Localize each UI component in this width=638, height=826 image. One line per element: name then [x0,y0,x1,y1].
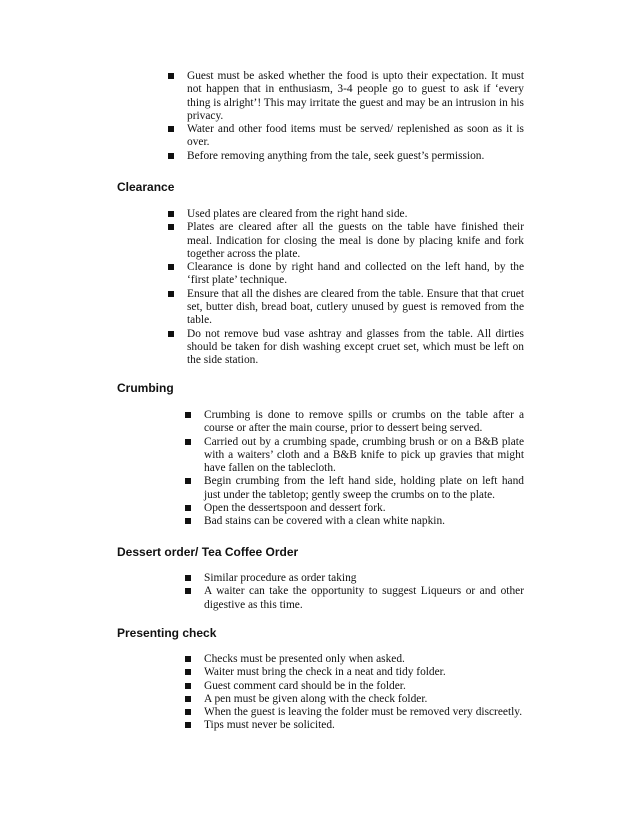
square-bullet-icon [185,588,191,594]
list-item: Ensure that all the dishes are cleared from the table. Ensure that that cruet set, butter dish, bread boat, cutlery unused by guest is removed from the table. [168,288,524,328]
section-heading-presenting-check: Presenting check [117,626,217,640]
presenting-check-bullet-list [185,653,524,733]
square-bullet-icon [185,669,191,675]
list-item: Checks must be presented only when asked. [185,653,524,666]
list-item: Similar procedure as order taking [185,572,524,585]
list-item: A pen must be given along with the check folder. [185,693,524,706]
square-bullet-icon [185,696,191,702]
list-item: Guest comment card should be in the folder. [185,680,524,693]
square-bullet-icon [185,709,191,715]
list-item: Begin crumbing from the left hand side, holding plate on left hand just under the tabletop; gently sweep the crumbs on to the plate. [185,475,524,502]
square-bullet-icon [168,264,174,270]
list-item: Open the dessertspoon and dessert fork. [185,502,524,515]
list-item: Used plates are cleared from the right hand side. [168,208,524,221]
square-bullet-icon [185,439,191,445]
list-item: When the guest is leaving the folder must be removed very discreetly. [185,706,524,719]
list-item: Before removing anything from the tale, seek guest’s permission. [168,150,524,163]
square-bullet-icon [185,722,191,728]
square-bullet-icon [168,331,174,337]
section-heading-dessert-order: Dessert order/ Tea Coffee Order [117,545,299,559]
square-bullet-icon [168,224,174,230]
clearance-bullet-list [168,208,524,368]
crumbing-bullet-list [185,409,524,529]
square-bullet-icon [185,412,191,418]
dessert-order-bullet-list [185,572,524,612]
list-item: Crumbing is done to remove spills or crumbs on the table after a course or after the main course, prior to dessert being served. [185,409,524,436]
list-item: Water and other food items must be served/ replenished as soon as it is over. [168,123,524,150]
list-item: Waiter must bring the check in a neat and tidy folder. [185,666,524,679]
square-bullet-icon [168,211,174,217]
square-bullet-icon [185,575,191,581]
square-bullet-icon [168,153,174,159]
list-item: Guest must be asked whether the food is upto their expectation. It must not happen that in enthusiasm, 3-4 people go to guest to ask if ‘every thing is alright’! This may irritate the guest and may be an intrusion in his privacy. [168,70,524,123]
square-bullet-icon [185,478,191,484]
list-item: Tips must never be solicited. [185,719,524,732]
square-bullet-icon [185,518,191,524]
list-item: Clearance is done by right hand and collected on the left hand, by the ‘first plate’ technique. [168,261,524,288]
section-heading-clearance: Clearance [117,180,175,194]
square-bullet-icon [168,291,174,297]
section-heading-crumbing: Crumbing [117,381,174,395]
list-item: Do not remove bud vase ashtray and glasses from the table. All dirties should be taken for dish washing except cruet set, which must be left on the side station. [168,328,524,368]
square-bullet-icon [185,505,191,511]
square-bullet-icon [168,73,174,79]
square-bullet-icon [185,683,191,689]
list-item: Bad stains can be covered with a clean white napkin. [185,515,524,528]
square-bullet-icon [168,126,174,132]
intro-bullet-list [168,70,524,163]
list-item: Plates are cleared after all the guests on the table have finished their meal. Indication for closing the meal is done by placing knife and fork together across the plate. [168,221,524,261]
square-bullet-icon [185,656,191,662]
list-item: A waiter can take the opportunity to suggest Liqueurs or and other digestive as this time. [185,585,524,612]
list-item: Carried out by a crumbing spade, crumbing brush or on a B&B plate with a waiters’ cloth and a B&B knife to pick up gravies that might have fallen on the tablecloth. [185,436,524,476]
